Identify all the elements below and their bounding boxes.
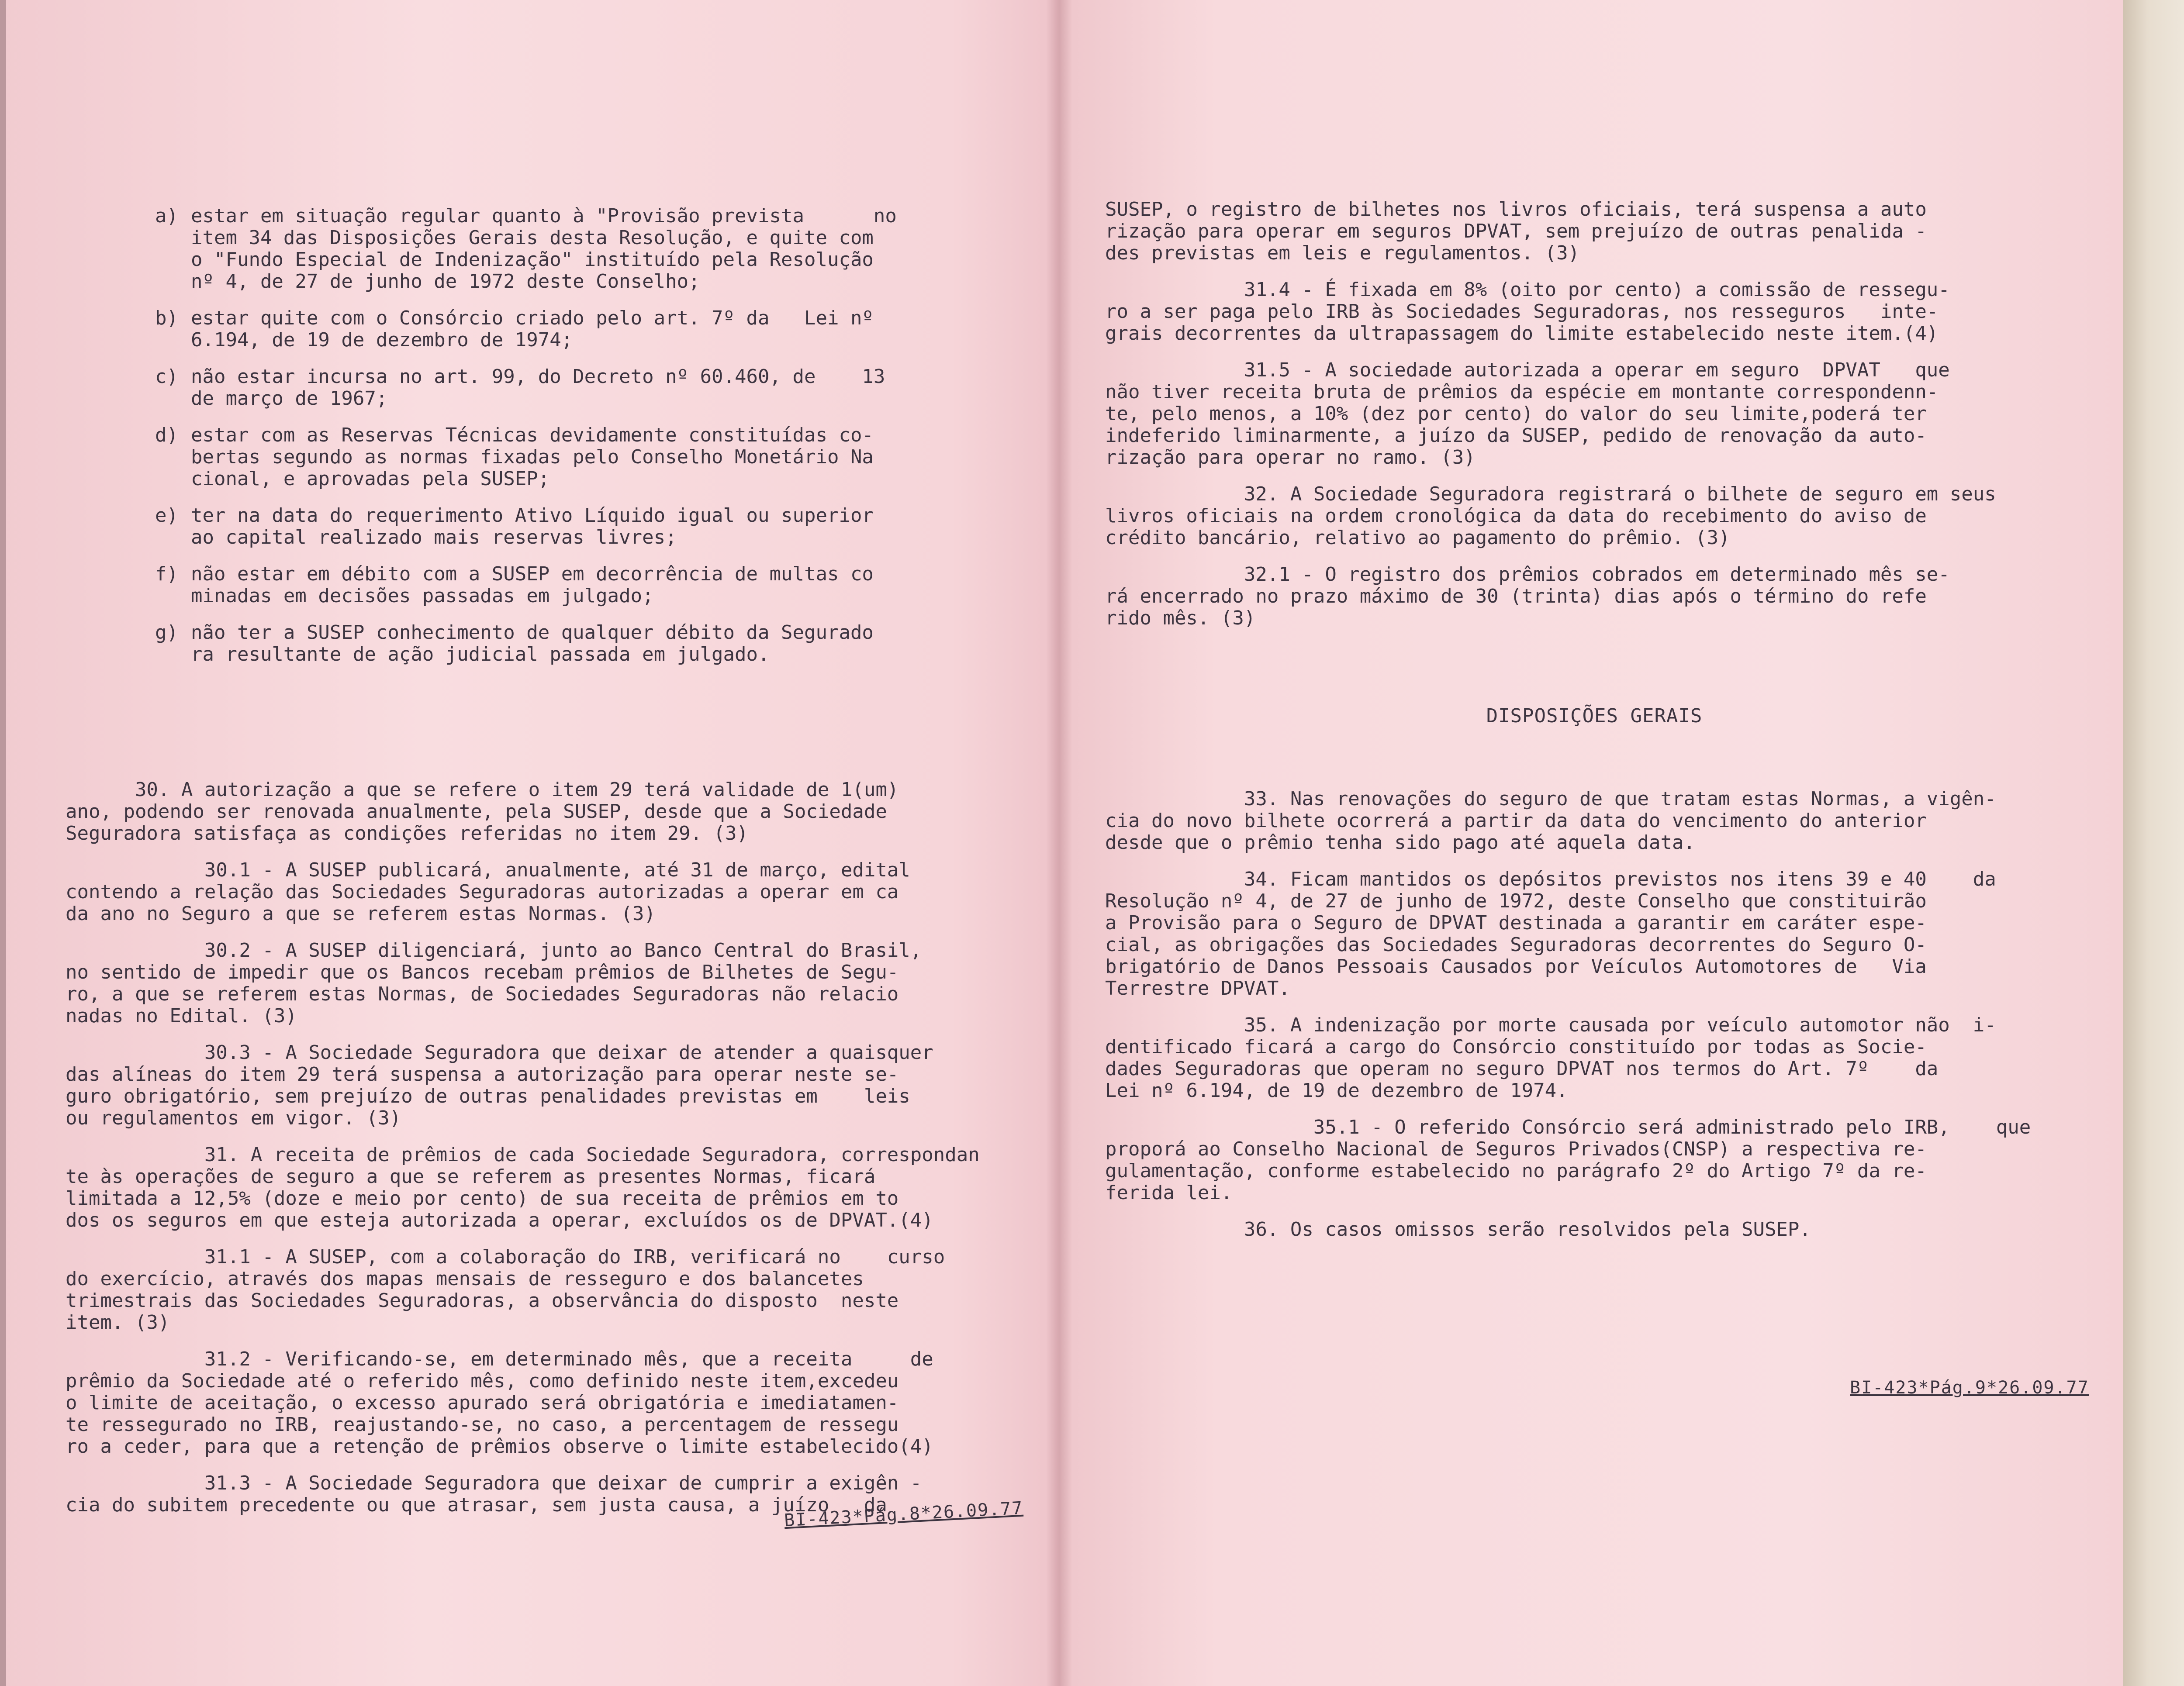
text-line: crédito bancário, relativo ao pagamento do prêmio. (3)	[1105, 527, 1730, 549]
text-line: não estar em débito com a SUSEP em decorrência de multas co	[191, 563, 874, 585]
item-label: b)	[155, 307, 178, 329]
section-heading: DISPOSIÇÕES GERAIS	[1486, 705, 1703, 727]
list-item	[155, 366, 1026, 410]
paragraph	[66, 1144, 1026, 1231]
text-line: de março de 1967;	[191, 387, 388, 410]
text-line: não ter a SUSEP conhecimento de qualquer débito da Segurado	[191, 621, 874, 644]
text-line: estar em situação regular quanto à "Provisão prevista no	[191, 205, 897, 227]
right-page-text	[1105, 155, 2084, 1277]
text-line: 31.2 - Verificando-se, em determinado mês, que a receita de	[66, 1348, 933, 1370]
text-line: ra resultante de ação judicial passada em julgado.	[191, 643, 770, 665]
text-line: rá encerrado no prazo máximo de 30 (trinta) dias após o término do refe	[1105, 585, 1927, 607]
text-line: ter na data do requerimento Ativo Líquido igual ou superior	[191, 504, 874, 527]
text-line: 31.4 - É fixada em 8% (oito por cento) a comissão de ressegu-	[1105, 279, 1950, 301]
page-footer-right: BI-423*Pág.9*26.09.77	[1850, 1378, 2089, 1398]
book-gutter	[1046, 0, 1072, 1686]
text-line: 6.194, de 19 de dezembro de 1974;	[191, 329, 573, 351]
text-line: ro a ceder, para que a retenção de prêmios observe o limite estabelecido(4)	[66, 1435, 933, 1458]
text-line: 30.3 - A Sociedade Seguradora que deixar de atender a quaisquer	[66, 1041, 933, 1064]
text-line: 36. Os casos omissos serão resolvidos pela SUSEP.	[1105, 1218, 1811, 1241]
paragraph	[1105, 483, 2084, 549]
paragraph	[1105, 869, 2084, 1000]
text-line: do exercício, através dos mapas mensais de resseguro e dos balancetes	[66, 1268, 864, 1290]
item-label: g)	[155, 621, 178, 644]
text-line: desde que o prêmio tenha sido pago até aquela data.	[1105, 831, 1696, 854]
text-line: Terrestre DPVAT.	[1105, 977, 1290, 1000]
paragraph	[1105, 1219, 2084, 1241]
text-line: ano, podendo ser renovada anualmente, pela SUSEP, desde que a Sociedade	[66, 800, 887, 823]
left-paragraphs	[66, 779, 1026, 1516]
page-edge	[2123, 0, 2184, 1686]
text-line: 32. A Sociedade Seguradora registrará o bilhete de seguro em seus	[1105, 483, 1996, 505]
text-line: no sentido de impedir que os Bancos recebam prêmios de Bilhetes de Segu-	[66, 961, 899, 983]
text-line: 31.5 - A sociedade autorizada a operar em seguro DPVAT que	[1105, 359, 1950, 381]
paragraph	[66, 940, 1026, 1027]
text-line: dades Seguradoras que operam no seguro DPVAT nos termos do Art. 7º da	[1105, 1058, 1939, 1080]
text-line: te às operações de seguro a que se referem as presentes Normas, ficará	[66, 1165, 876, 1188]
text-line: rização para operar no ramo. (3)	[1105, 446, 1476, 469]
list-item	[155, 205, 1026, 293]
paragraph	[1105, 788, 2084, 854]
text-line: 30.2 - A SUSEP diligenciará, junto ao Banco Central do Brasil,	[66, 939, 922, 962]
text-line: 31.1 - A SUSEP, com a colaboração do IRB, verificará no curso	[66, 1246, 945, 1268]
text-line: dos os seguros em que esteja autorizada a operar, excluídos os de DPVAT.(4)	[66, 1209, 933, 1231]
right-paragraphs-bottom	[1105, 788, 2084, 1241]
list-item	[155, 505, 1026, 548]
text-line: te ressegurado no IRB, reajustando-se, no caso, a percentagem de ressegu	[66, 1414, 899, 1436]
paragraph	[66, 1348, 1026, 1458]
text-line: te, pelo menos, a 10% (dez por cento) do valor do seu limite,poderá ter	[1105, 403, 1927, 425]
item-label: e)	[155, 504, 178, 527]
text-line: 30. A autorização a que se refere o item 29 terá validade de 1(um)	[66, 779, 899, 801]
left-item-list	[66, 205, 1026, 665]
text-line: limitada a 12,5% (doze e meio por cento) de sua receita de prêmios em to	[66, 1187, 899, 1210]
text-line: indeferido liminarmente, a juízo da SUSEP, pedido de renovação da auto-	[1105, 424, 1927, 447]
list-item	[155, 563, 1026, 607]
text-line: não estar incursa no art. 99, do Decreto nº 60.460, de 13	[191, 365, 885, 388]
paragraph	[66, 779, 1026, 845]
paragraph	[1105, 1117, 2084, 1204]
text-line: trimestrais das Sociedades Seguradoras, a observância do disposto neste	[66, 1289, 899, 1312]
text-line: livros oficiais na ordem cronológica da data do recebimento do aviso de	[1105, 505, 1927, 527]
paragraph	[1105, 564, 2084, 629]
text-line: rização para operar em seguros DPVAT, sem prejuízo de outras penalida -	[1105, 220, 1927, 242]
text-line: cia do novo bilhete ocorrerá a partir da data do vencimento do anterior	[1105, 810, 1927, 832]
text-line: guro obrigatório, sem prejuízo de outras penalidades previstas em leis	[66, 1085, 910, 1107]
text-line: ro a ser paga pelo IRB às Sociedades Seguradoras, nos resseguros inte-	[1105, 300, 1939, 323]
text-line: proporá ao Conselho Nacional de Seguros Privados(CNSP) a respectiva re-	[1105, 1138, 1927, 1160]
text-line: ao capital realizado mais reservas livres;	[191, 526, 677, 548]
list-item	[155, 424, 1026, 490]
text-line: brigatório de Danos Pessoais Causados por Veículos Automotores de Via	[1105, 955, 1927, 978]
text-line: rido mês. (3)	[1105, 607, 1256, 629]
text-line: 31. A receita de prêmios de cada Sociedade Seguradora, correspondan	[66, 1144, 980, 1166]
text-line: prêmio da Sociedade até o referido mês, como definido neste item,excedeu	[66, 1370, 899, 1392]
text-line: item 34 das Disposições Gerais desta Resolução, e quite com	[191, 227, 874, 249]
text-line: das alíneas do item 29 terá suspensa a autorização para operar neste se-	[66, 1063, 899, 1086]
text-line: ro, a que se referem estas Normas, de Sociedades Seguradoras não relacio	[66, 983, 899, 1005]
text-line: cional, e aprovadas pela SUSEP;	[191, 468, 550, 490]
right-paragraphs-top	[1105, 199, 2084, 629]
paragraph	[1105, 1014, 2084, 1102]
text-line: não tiver receita bruta de prêmios da espécie em montante correspondenn-	[1105, 381, 1939, 403]
text-line: 31.3 - A Sociedade Seguradora que deixar de cumprir a exigên -	[66, 1472, 922, 1494]
left-page-text	[66, 162, 1026, 1553]
text-line: a Provisão para o Seguro de DPVAT destinada a garantir em caráter espe-	[1105, 912, 1927, 934]
text-line: des previstas em leis e regulamentos. (3)	[1105, 242, 1580, 264]
item-label: c)	[155, 365, 178, 388]
text-line: item. (3)	[66, 1311, 170, 1334]
list-item	[155, 307, 1026, 351]
item-label: f)	[155, 563, 178, 585]
text-line: da ano no Seguro a que se referem estas Normas. (3)	[66, 903, 656, 925]
list-item	[155, 622, 1026, 665]
text-line: cia do subitem precedente ou que atrasar, sem justa causa, a juízo da	[66, 1494, 887, 1516]
text-line: estar com as Reservas Técnicas devidamente constituídas co-	[191, 424, 874, 446]
text-line: nº 4, de 27 de junho de 1972 deste Conselho;	[191, 270, 700, 293]
text-line: Seguradora satisfaça as condições referidas no item 29. (3)	[66, 822, 748, 845]
item-label: a)	[155, 205, 178, 227]
text-line: o "Fundo Especial de Indenização" instituído pela Resolução	[191, 248, 874, 271]
text-line: 33. Nas renovações do seguro de que tratam estas Normas, a vigên-	[1105, 788, 1996, 810]
text-line: 35. A indenização por morte causada por veículo automotor não i-	[1105, 1014, 1996, 1036]
text-line: contendo a relação das Sociedades Seguradoras autorizadas a operar em ca	[66, 881, 899, 903]
text-line: o limite de aceitação, o excesso apurado será obrigatória e imediatamen-	[66, 1392, 899, 1414]
text-line: ferida lei.	[1105, 1182, 1233, 1204]
text-line: grais decorrentes da ultrapassagem do limite estabelecido neste item.(4)	[1105, 322, 1939, 345]
text-line: estar quite com o Consórcio criado pelo art. 7º da Lei nº	[191, 307, 874, 329]
paragraph	[66, 859, 1026, 925]
text-line: 34. Ficam mantidos os depósitos previstos nos itens 39 e 40 da	[1105, 868, 1996, 890]
paragraph	[1105, 199, 2084, 264]
text-line: Resolução nº 4, de 27 de junho de 1972, deste Conselho que constituirão	[1105, 890, 1927, 912]
paragraph	[1105, 279, 2084, 345]
paragraph	[66, 1246, 1026, 1334]
paragraph	[1105, 359, 2084, 469]
page-footer-left: BI-423*Pág.8*26.09.77	[784, 1498, 1024, 1531]
text-line: minadas em decisões passadas em julgado;	[191, 585, 654, 607]
text-line: 32.1 - O registro dos prêmios cobrados em determinado mês se-	[1105, 563, 1950, 586]
text-line: 30.1 - A SUSEP publicará, anualmente, até 31 de março, edital	[66, 859, 910, 881]
paragraph	[66, 1042, 1026, 1129]
text-line: cial, as obrigações das Sociedades Seguradoras decorrentes do Seguro O-	[1105, 934, 1927, 956]
text-line: SUSEP, o registro de bilhetes nos livros oficiais, terá suspensa a auto	[1105, 198, 1927, 221]
text-line: dentificado ficará a cargo do Consórcio constituído por todas as Socie-	[1105, 1036, 1927, 1058]
left-binding-shadow	[0, 0, 6, 1686]
text-line: 35.1 - O referido Consórcio será administrado pelo IRB, que	[1105, 1116, 2031, 1138]
text-line: ou regulamentos em vigor. (3)	[66, 1107, 401, 1129]
text-line: gulamentação, conforme estabelecido no parágrafo 2º do Artigo 7º da re-	[1105, 1160, 1927, 1182]
text-line: Lei nº 6.194, de 19 de dezembro de 1974.	[1105, 1079, 1568, 1102]
item-label: d)	[155, 424, 178, 446]
text-line: nadas no Edital. (3)	[66, 1005, 297, 1027]
text-line: bertas segundo as normas fixadas pelo Conselho Monetário Na	[191, 446, 874, 468]
